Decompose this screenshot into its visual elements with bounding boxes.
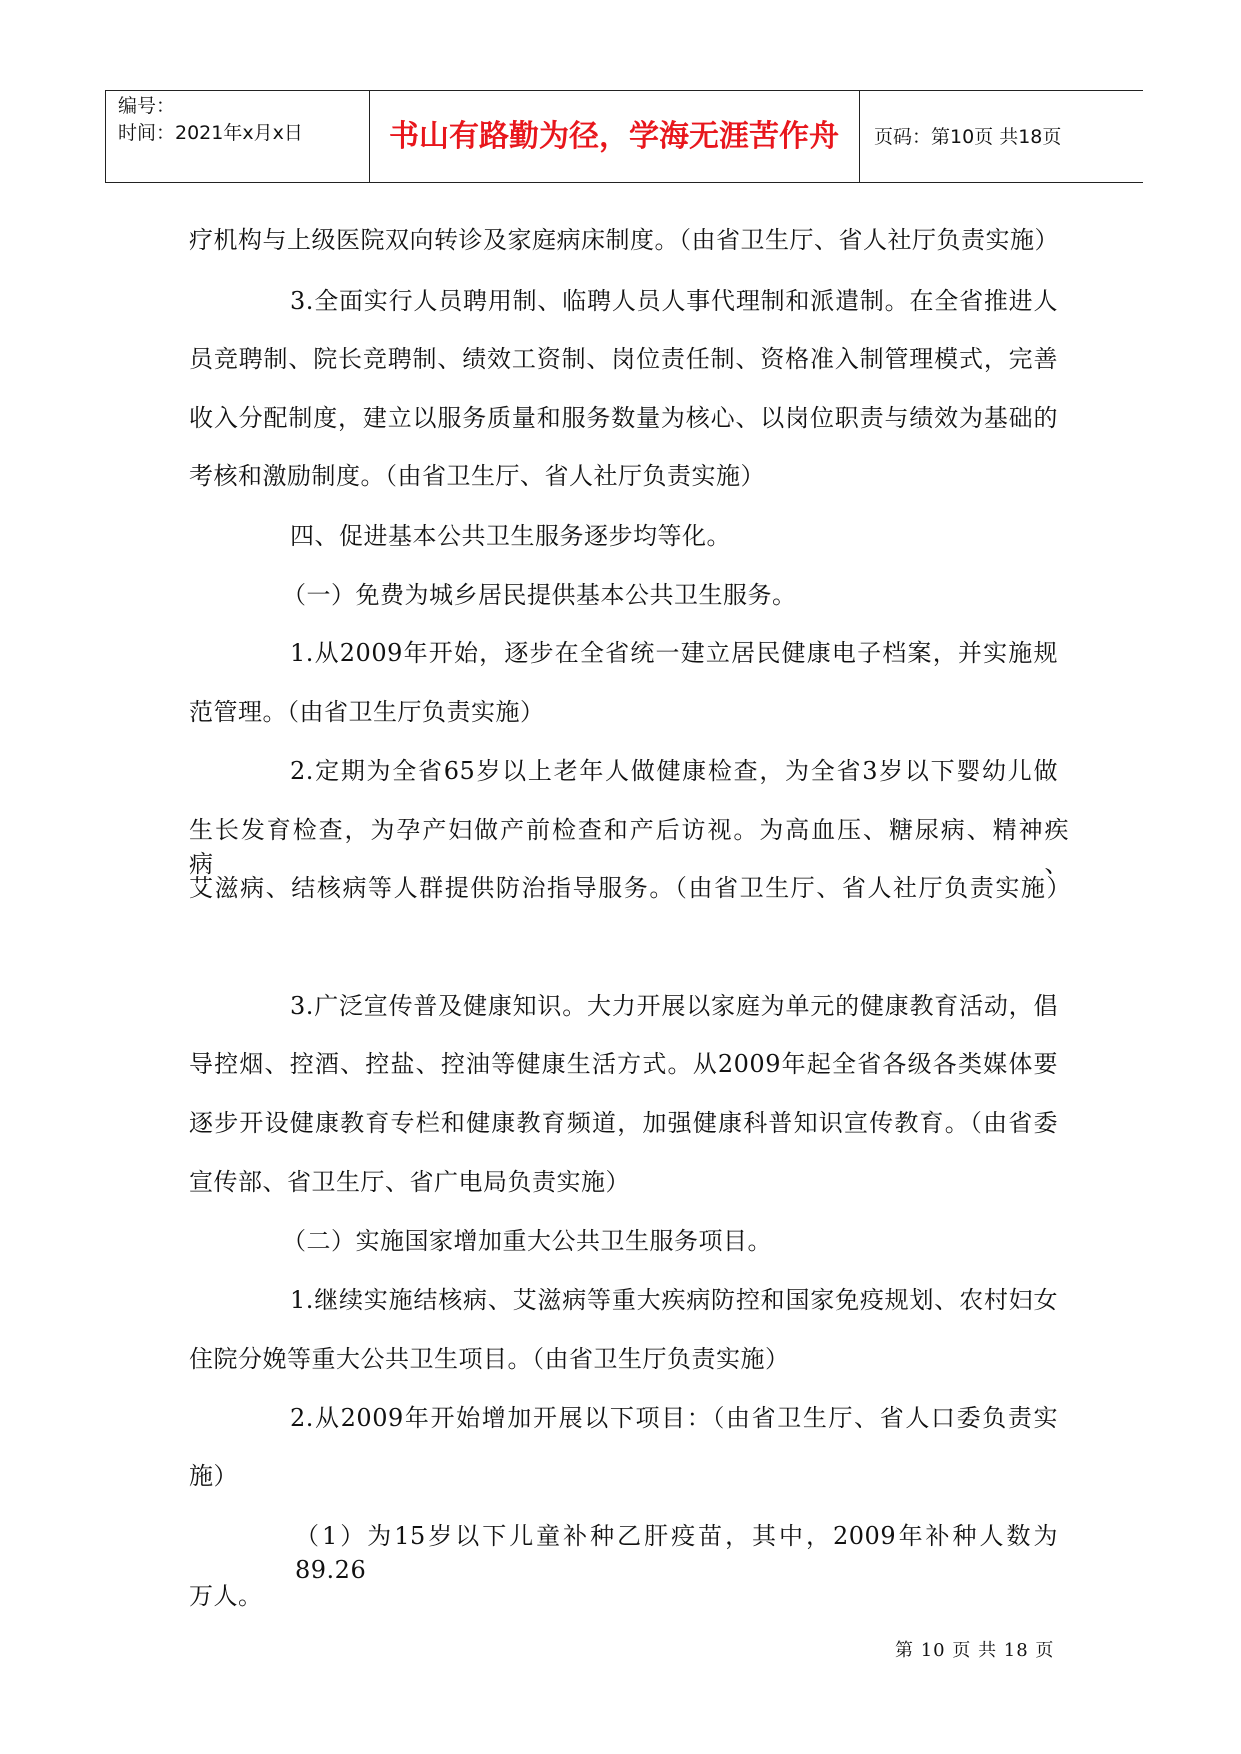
header-page-info: 页码：第10页 共18页: [874, 126, 1062, 148]
body-line: 逐步开设健康教育专栏和健康教育频道，加强健康科普知识宣传教育。（由省委: [189, 1109, 1058, 1137]
body-line: 1.从2009年开始，逐步在全省统一建立居民健康电子档案，并实施规: [290, 639, 1058, 667]
body-line: 范管理。（由省卫生厅负责实施）: [189, 698, 545, 726]
header-motto: 书山有路勤为径，学海无涯苦作舟: [389, 119, 839, 154]
body-line: 3.广泛宣传普及健康知识。大力开展以家庭为单元的健康教育活动，倡: [290, 992, 1058, 1020]
header-bottom-rule: [105, 182, 1143, 183]
body-line: 施）: [189, 1462, 238, 1490]
body-line: 艾滋病、结核病等人群提供防治指导服务。（由省卫生厅、省人社厅负责实施）: [189, 874, 1071, 902]
body-line: （1）为15岁以下儿童补种乙肝疫苗，其中，2009年补种人数为89.26: [295, 1522, 1058, 1584]
body-line: 住院分娩等重大公共卫生项目。（由省卫生厅负责实施）: [189, 1345, 790, 1373]
body-line: 疗机构与上级医院双向转诊及家庭病床制度。（由省卫生厅、省人社厅负责实施）: [189, 226, 1059, 254]
document-time: 时间：2021年x月x日: [118, 122, 303, 144]
body-line: 考核和激励制度。（由省卫生厅、省人社厅负责实施）: [189, 462, 765, 490]
body-line: 收入分配制度，建立以服务质量和服务数量为核心、以岗位职责与绩效为基础的: [189, 404, 1058, 432]
body-line: 2.从2009年开始增加开展以下项目：（由省卫生厅、省人口委负责实: [290, 1404, 1058, 1432]
header-top-rule: [105, 90, 1143, 91]
section-heading: 四、促进基本公共卫生服务逐步均等化。: [290, 522, 731, 550]
header-divider-2: [859, 90, 860, 182]
body-line: 2.定期为全省65岁以上老年人做健康检查，为全省3岁以下婴幼儿做: [290, 757, 1058, 785]
page-footer: 第 10 页 共 18 页: [895, 1640, 1055, 1661]
body-line: 生长发育检查，为孕产妇做产前检查和产后访视。为高血压、糖尿病、精神疾病、: [189, 816, 1069, 878]
body-line: 3.全面实行人员聘用制、临聘人员人事代理制和派遣制。在全省推进人: [290, 287, 1058, 315]
subsection-heading: （二）实施国家增加重大公共卫生服务项目。: [282, 1227, 772, 1255]
document-id-label: 编号：: [118, 95, 176, 117]
body-line: 1.继续实施结核病、艾滋病等重大疾病防控和国家免疫规划、农村妇女: [290, 1286, 1058, 1314]
header-left-border: [105, 90, 106, 182]
body-line: 万人。: [189, 1582, 263, 1610]
body-line: 员竞聘制、院长竞聘制、绩效工资制、岗位责任制、资格准入制管理模式，完善: [189, 345, 1058, 373]
body-line: 宣传部、省卫生厅、省广电局负责实施）: [189, 1168, 630, 1196]
subsection-heading: （一）免费为城乡居民提供基本公共卫生服务。: [282, 581, 797, 609]
body-line: 导控烟、控酒、控盐、控油等健康生活方式。从2009年起全省各级各类媒体要: [189, 1050, 1058, 1078]
